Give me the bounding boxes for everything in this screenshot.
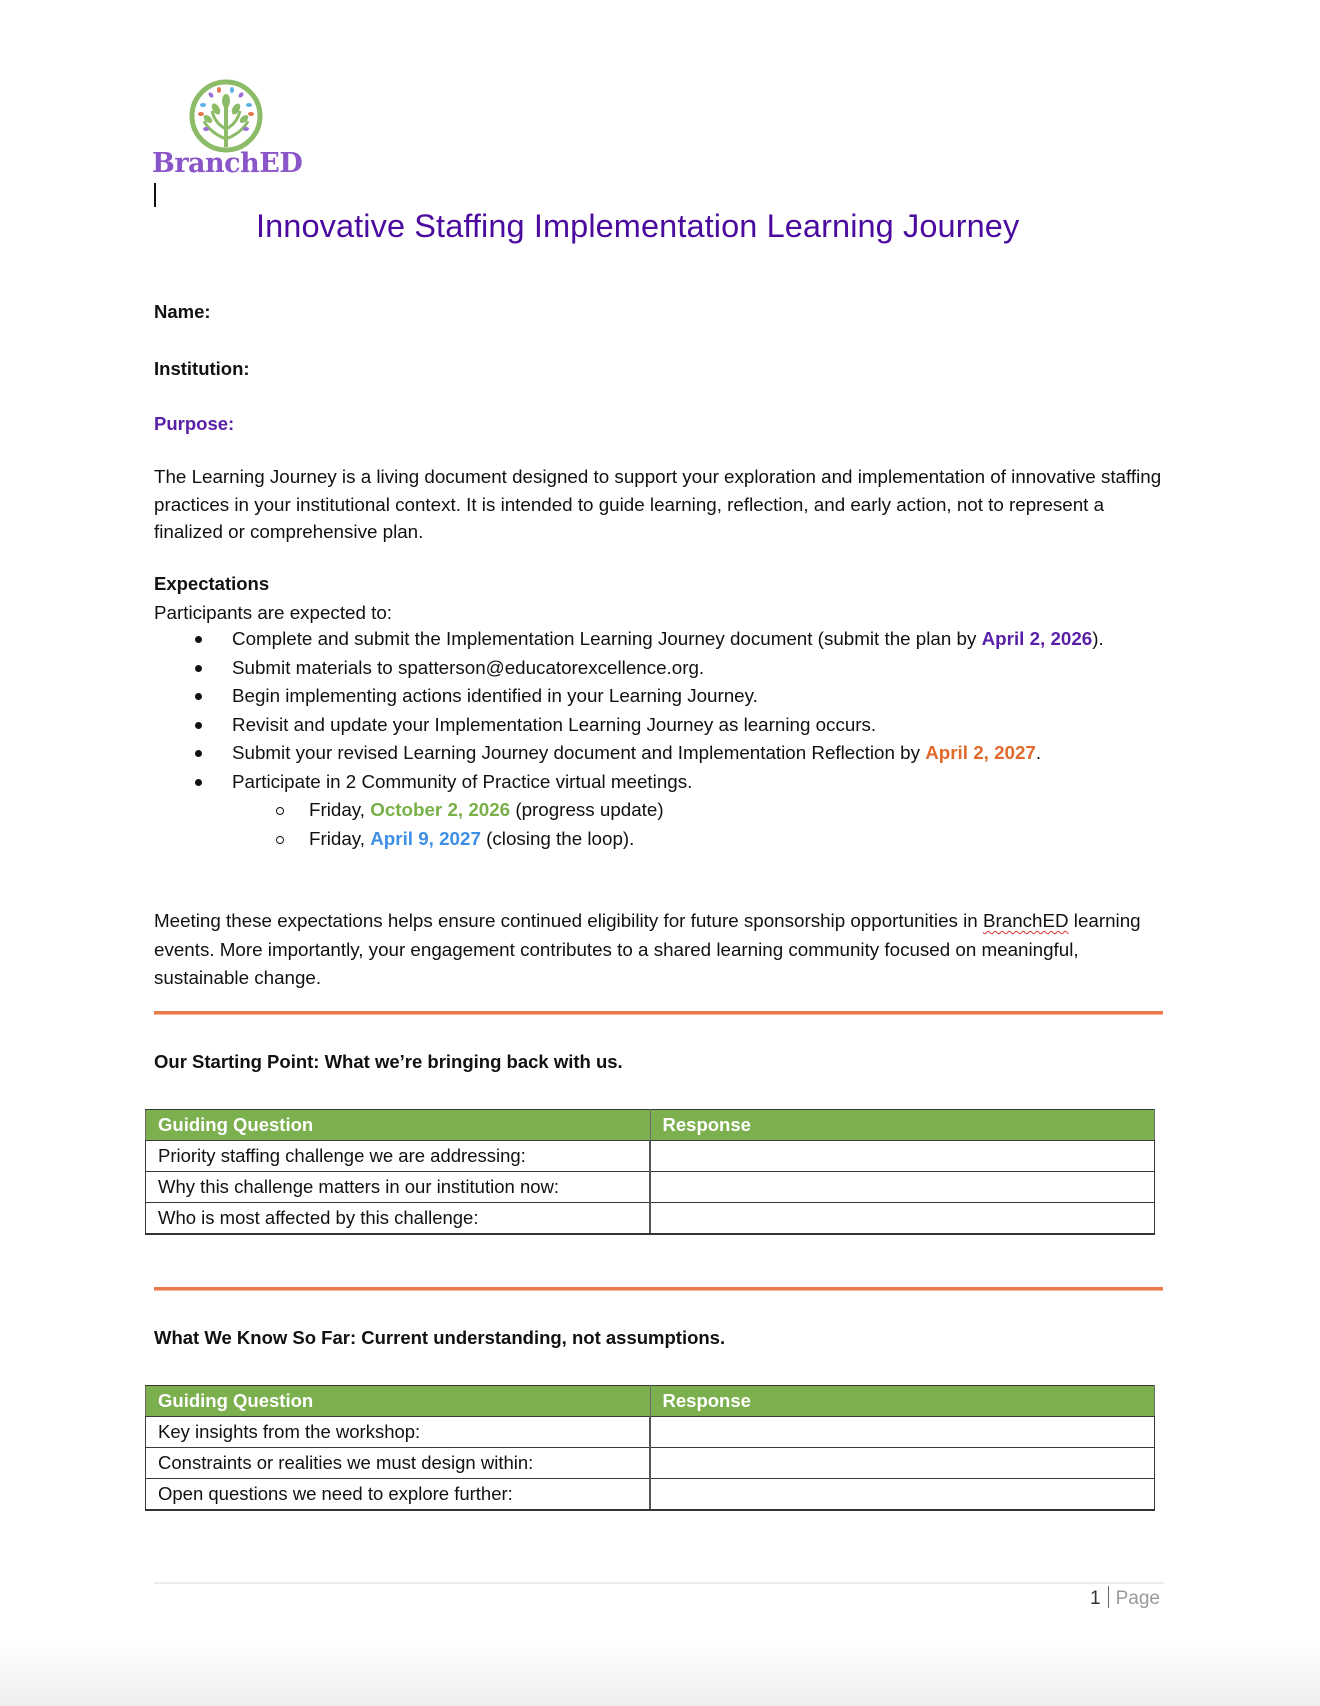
purpose-paragraph: The Learning Journey is a living document designed to support your exploration and implementation of innovative staffing practices in your institutional context. It is intended to guide learning, reflection, and early action, not to represent a finalized or comprehensive plan.	[154, 466, 1162, 542]
page-number-value: 1	[1090, 1588, 1101, 1609]
expectations-intro: Participants are expected to:	[154, 602, 393, 623]
list-item	[154, 625, 1164, 654]
meeting-date: April 9, 2027	[370, 827, 481, 849]
expectations-heading: Expectations	[154, 573, 270, 594]
list-item-text: Friday,	[309, 827, 371, 849]
list-item	[154, 711, 1164, 740]
meeting-date: October 2, 2026	[370, 799, 511, 820]
paragraph-text: Meeting these expectations helps ensure continued eligibility for future sponsorship opportunities in	[154, 910, 983, 931]
bullet-icon	[195, 693, 202, 700]
list-item-text: Submit materials to spatterson@educatorexcellence.org.	[232, 656, 705, 678]
question-cell: Who is most affected by this challenge:	[146, 1203, 651, 1235]
list-item-text: Complete and submit the Implementation Learning Journey document (submit the plan by	[232, 628, 982, 649]
response-cell[interactable]	[650, 1448, 1155, 1479]
institution-label: Institution:	[154, 358, 250, 379]
deadline-date: April 2, 2026	[981, 628, 1093, 649]
sub-list-item	[154, 796, 1164, 825]
table-header-row	[146, 1386, 1155, 1417]
text-cursor	[154, 183, 156, 207]
question-cell: Priority staffing challenge we are addressing:	[146, 1141, 651, 1172]
paragraph-text: learning events. More importantly, your engagement contributes to a shared learning community focused on meaningful, sustainable change.	[154, 910, 1141, 988]
deadline-date: April 2, 2027	[925, 742, 1036, 763]
response-cell[interactable]	[650, 1172, 1155, 1203]
question-cell: Constraints or realities we must design within:	[146, 1448, 651, 1479]
bullet-icon	[195, 722, 202, 729]
page-separator	[1108, 1586, 1109, 1608]
response-cell[interactable]	[650, 1203, 1155, 1235]
list-item	[154, 739, 1164, 768]
table-row	[146, 1448, 1155, 1479]
branched-logo	[152, 76, 304, 186]
response-cell[interactable]	[650, 1479, 1155, 1511]
list-item	[154, 682, 1164, 711]
purpose-label: Purpose:	[154, 413, 235, 434]
table-row	[146, 1417, 1155, 1448]
question-cell: Open questions we need to explore further:	[146, 1479, 651, 1511]
question-cell: Why this challenge matters in our institution now:	[146, 1172, 651, 1203]
response-cell[interactable]	[650, 1141, 1155, 1172]
expectations-list	[154, 625, 1164, 853]
question-cell: Key insights from the workshop:	[146, 1417, 651, 1448]
list-item	[154, 768, 1164, 797]
list-item-text: ).	[1092, 628, 1104, 649]
bullet-icon	[195, 779, 202, 786]
document-title: Innovative Staffing Implementation Learning Journey	[256, 208, 1020, 244]
list-item-text: Friday,	[309, 799, 371, 820]
name-label: Name:	[154, 301, 211, 322]
bullet-icon	[195, 750, 202, 757]
section-heading: Our Starting Point: What we’re bringing back with us.	[154, 1051, 623, 1072]
logo-wordmark: BranchED	[152, 148, 303, 179]
list-item-text: .	[1035, 742, 1042, 763]
table-header-row	[146, 1110, 1155, 1141]
page-number	[1090, 1586, 1160, 1610]
list-item-text: Participate in 2 Community of Practice virtual meetings.	[232, 770, 693, 792]
table-row	[146, 1203, 1155, 1235]
column-header: Guiding Question	[146, 1110, 651, 1141]
list-item-text: Begin implementing actions identified in your Learning Journey.	[232, 685, 758, 706]
footer-divider	[154, 1582, 1164, 1584]
list-item-text: (progress update)	[510, 799, 664, 820]
table-row	[146, 1479, 1155, 1511]
page-edge-shadow	[0, 1640, 1320, 1706]
table-row	[146, 1141, 1155, 1172]
what-we-know-table	[145, 1385, 1155, 1511]
spellcheck-flagged-word[interactable]: BranchED	[982, 910, 1069, 931]
starting-point-table	[145, 1109, 1155, 1235]
sub-bullet-icon	[276, 807, 284, 815]
table-row	[146, 1172, 1155, 1203]
sub-list-item	[154, 825, 1164, 854]
section-divider	[154, 1011, 1163, 1015]
column-header: Response	[650, 1110, 1155, 1141]
list-item-text: Revisit and update your Implementation Learning Journey as learning occurs.	[232, 713, 877, 735]
bullet-icon	[195, 636, 202, 643]
section-divider	[154, 1287, 1163, 1291]
response-cell[interactable]	[650, 1417, 1155, 1448]
list-item	[154, 654, 1164, 683]
tree-icon	[186, 77, 266, 157]
sub-bullet-icon	[276, 836, 284, 844]
closing-paragraph	[154, 907, 1164, 993]
column-header: Guiding Question	[146, 1386, 651, 1417]
list-item-text: Submit your revised Learning Journey document and Implementation Reflection by	[232, 742, 926, 763]
page-label: Page	[1115, 1588, 1160, 1609]
bullet-icon	[195, 665, 202, 672]
column-header: Response	[650, 1386, 1155, 1417]
section-heading: What We Know So Far: Current understanding, not assumptions.	[154, 1327, 726, 1348]
list-item-text: (closing the loop).	[480, 827, 635, 849]
